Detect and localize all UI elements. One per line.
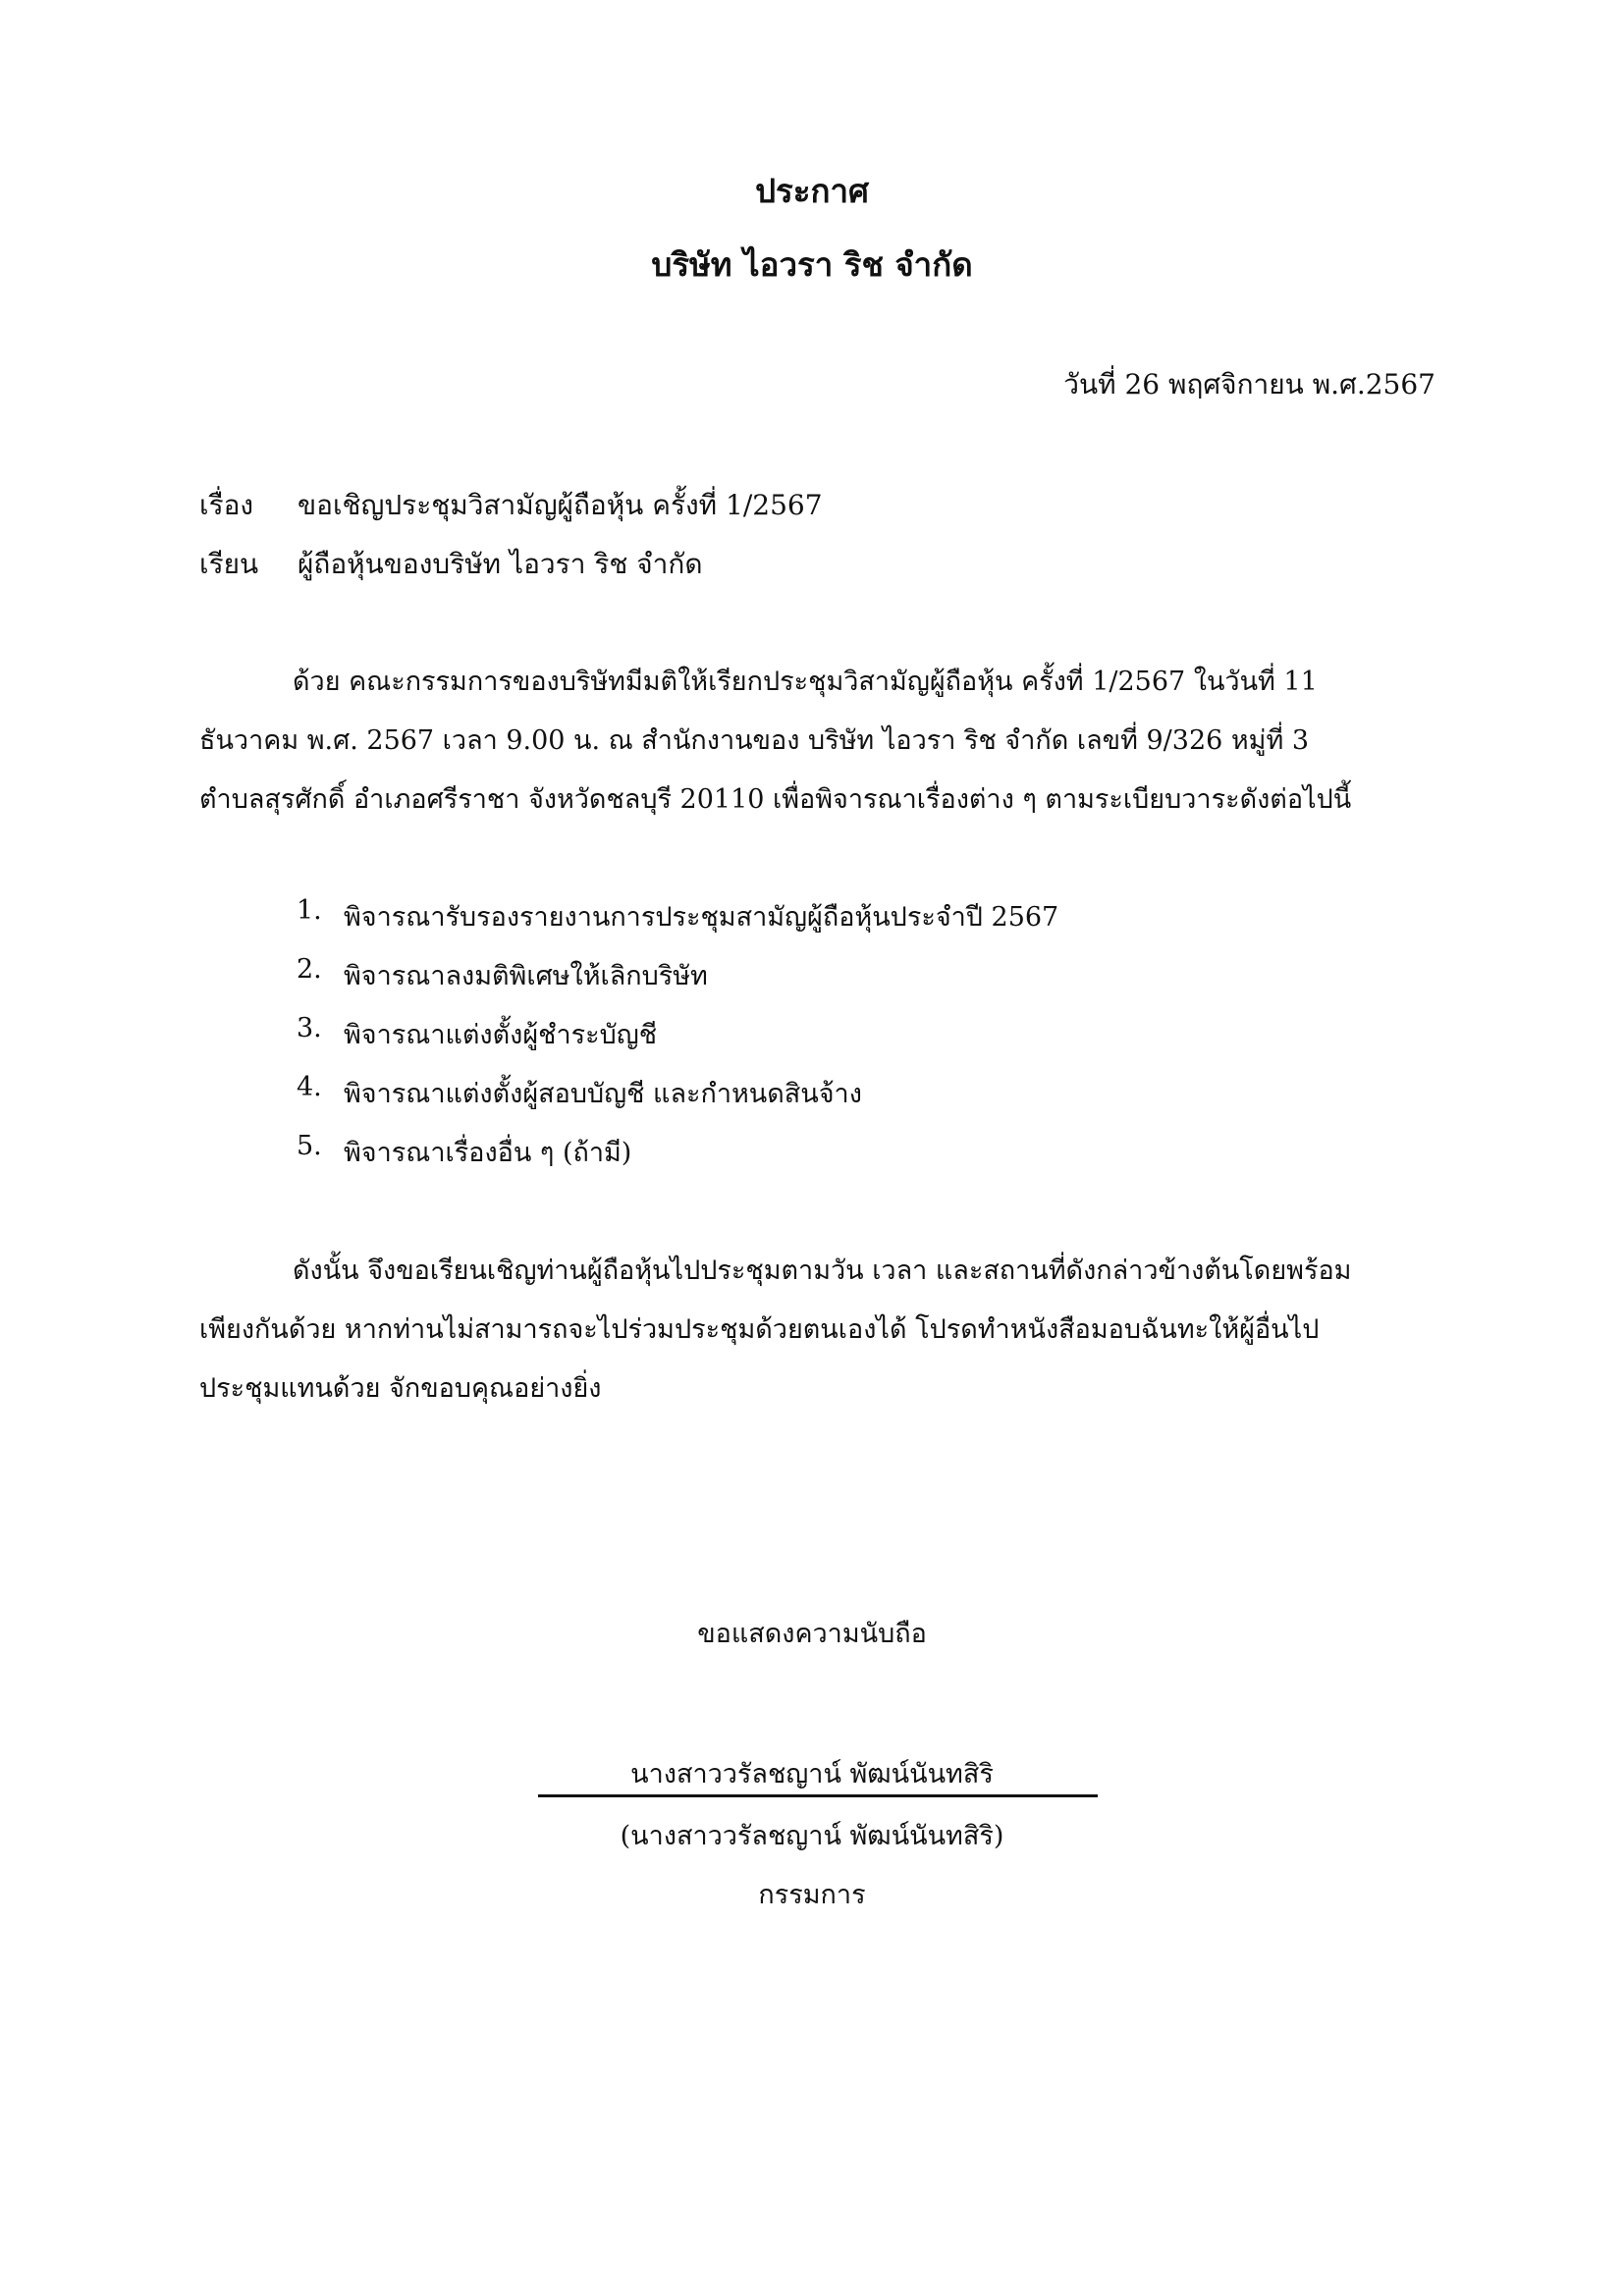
agenda-number: 2. xyxy=(297,954,322,985)
signer-position: กรรมการ xyxy=(758,1880,866,1910)
recipient-value: ผู้ถือหุ้นของบริษัท ไอวรา ริช จำกัด xyxy=(298,548,703,580)
printed-name: (นางสาววรัลชญาน์ พัฒน์นันทสิริ) xyxy=(620,1821,1004,1851)
agenda-item xyxy=(0,954,1624,993)
document-date: วันที่ 26 พฤศจิกายน พ.ศ.2567 xyxy=(1063,368,1435,400)
recipient-label: เรียน xyxy=(199,548,259,580)
agenda-number: 4. xyxy=(297,1072,322,1102)
paragraph-line: ประชุมแทนด้วย จักขอบคุณอย่างยิ่ง xyxy=(199,1373,602,1404)
agenda-item xyxy=(0,1072,1624,1111)
agenda-item xyxy=(0,1131,1624,1170)
company-name-title: บริษัท ไอวรา ริช จำกัด xyxy=(651,245,973,284)
signature-text: นางสาววรัลชญาน์ พัฒน์นันทสิริ xyxy=(630,1759,994,1789)
agenda-text: พิจารณาลงมติพิเศษให้เลิกบริษัท xyxy=(344,961,708,991)
closing-salutation: ขอแสดงความนับถือ xyxy=(697,1619,927,1649)
body-paragraph-2 xyxy=(199,1242,1427,1418)
paragraph-line: ดังนั้น จึงขอเรียนเชิญท่านผู้ถือหุ้นไปประชุมตามวัน เวลา และสถานที่ดังกล่าวข้างต้นโดยพร้อม xyxy=(293,1255,1352,1286)
announcement-title: ประกาศ xyxy=(755,172,869,210)
agenda-number: 3. xyxy=(297,1013,322,1043)
paragraph-line: ด้วย คณะกรรมการของบริษัทมีมติให้เรียกประชุมวิสามัญผู้ถือหุ้น ครั้งที่ 1/2567 ในวันที่ 11 xyxy=(293,667,1318,697)
agenda-text: พิจารณาเรื่องอื่น ๆ (ถ้ามี) xyxy=(344,1138,632,1168)
agenda-item xyxy=(0,1013,1624,1052)
subject-label: เรื่อง xyxy=(199,489,254,521)
paragraph-line: ตำบลสุรศักดิ์ อำเภอศรีราชา จังหวัดชลบุรี 20110 เพื่อพิจารณาเรื่องต่าง ๆ ตามระเบียบวาระดังต่อไปนี้ xyxy=(199,784,1352,815)
signature-line xyxy=(538,1794,1098,1797)
subject-value: ขอเชิญประชุมวิสามัญผู้ถือหุ้น ครั้งที่ 1/2567 xyxy=(298,489,823,521)
paragraph-line: ธันวาคม พ.ศ. 2567 เวลา 9.00 น. ณ สำนักงานของ บริษัท ไอวรา ริช จำกัด เลขที่ 9/326 หมู่ที่ 3 xyxy=(199,725,1310,756)
agenda-text: พิจารณาแต่งตั้งผู้ชำระบัญชี xyxy=(344,1020,658,1050)
agenda-number: 5. xyxy=(297,1131,322,1161)
agenda-number: 1. xyxy=(297,895,322,926)
agenda-text: พิจารณารับรองรายงานการประชุมสามัญผู้ถือหุ้นประจำปี 2567 xyxy=(344,902,1059,933)
agenda-item xyxy=(0,895,1624,934)
body-paragraph-1 xyxy=(199,653,1427,829)
agenda-text: พิจารณาแต่งตั้งผู้สอบบัญชี และกำหนดสินจ้าง xyxy=(344,1079,862,1109)
paragraph-line: เพียงกันด้วย หากท่านไม่สามารถจะไปร่วมประชุมด้วยตนเองได้ โปรดทำหนังสือมอบฉันทะให้ผู้อื่นไป xyxy=(199,1314,1320,1345)
